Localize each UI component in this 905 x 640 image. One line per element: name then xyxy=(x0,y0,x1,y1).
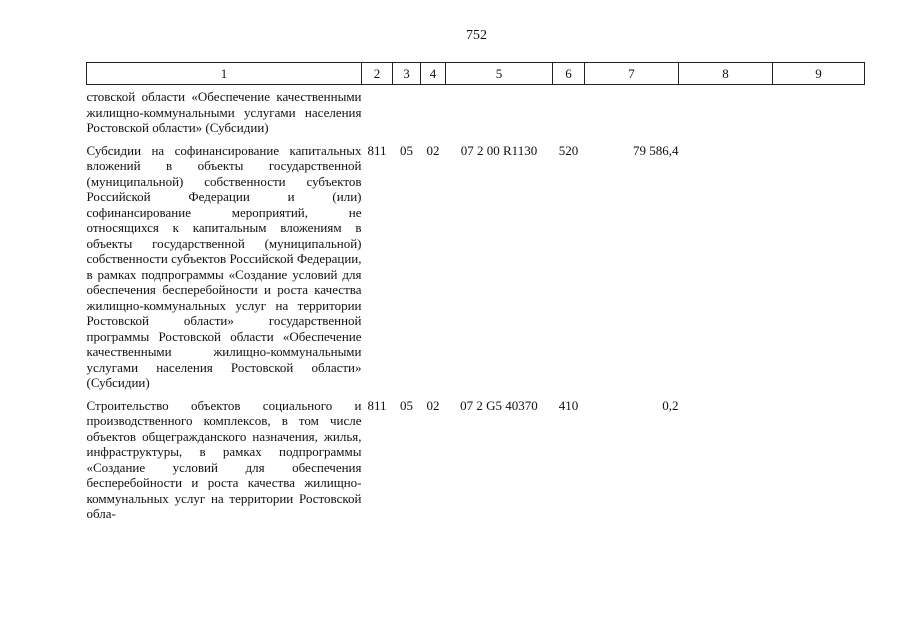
row-description: стовской области «Обеспечение качественными жилищно-коммунальными услугами населения Ростовской области» (Субсидии) xyxy=(86,89,362,135)
row-section-code: 05 xyxy=(400,142,413,158)
row-subsection-code xyxy=(421,85,446,136)
table-row xyxy=(87,136,865,391)
col-header-7: 7 xyxy=(585,63,679,85)
col-header-6: 6 xyxy=(553,63,585,85)
row-amount-3 xyxy=(773,85,865,136)
row-expense-type: 520 xyxy=(558,142,579,158)
row-description: Субсидии на софинансирование капитальных вложений в объекты государственной (муниципальной) собственности субъектов Российской Федерации и (или) софинансирование мероприятий, не относящихся к капитальным вложениям в объекты государственной (муниципальной) собственности субъектов Российской Федерации, в рамках подпрограммы «Создание условий для обеспечения бесперебойности и роста качества жилищно-коммунальных услуг на территории Ростовской области» государственной программы Ростовской области «Обеспечение качественными жилищно-коммунальными услугами населения Ростовской области» (Субсидии) xyxy=(86,142,362,390)
col-header-2: 2 xyxy=(362,63,393,85)
budget-table xyxy=(86,62,865,522)
row-section-code: 05 xyxy=(400,397,413,413)
table-row xyxy=(87,85,865,136)
col-header-1: 1 xyxy=(87,63,362,85)
row-expense-type: 410 xyxy=(558,397,579,413)
row-section-code xyxy=(393,85,421,136)
col-header-4: 4 xyxy=(421,63,446,85)
row-amount-2 xyxy=(679,391,773,522)
row-ministry-code: 811 xyxy=(367,397,387,413)
page-number: 752 xyxy=(466,28,487,43)
col-header-5: 5 xyxy=(446,63,553,85)
row-subsection-code: 02 xyxy=(426,142,440,158)
row-amount-1 xyxy=(585,85,679,136)
row-amount-2 xyxy=(679,85,773,136)
row-target-code: 07 2 00 R1130 xyxy=(460,142,538,158)
table-row xyxy=(87,391,865,522)
row-expense-type xyxy=(553,85,585,136)
row-description: Строительство объектов социального и производственного комплексов, в том числе объектов общегражданского назначения, жилья, инфраструктуры, в рамках подпрограммы «Создание условий для обеспечения бесперебойности и роста качества жилищно-коммунальных услуг на территории Ростовской обла- xyxy=(86,397,362,521)
row-amount-2 xyxy=(679,136,773,391)
row-subsection-code: 02 xyxy=(426,397,440,413)
header-row xyxy=(87,63,865,85)
row-amount-3 xyxy=(773,391,865,522)
col-header-9: 9 xyxy=(773,63,865,85)
row-target-code xyxy=(446,85,553,136)
col-header-8: 8 xyxy=(679,63,773,85)
row-ministry-code xyxy=(362,85,393,136)
row-target-code: 07 2 G5 40370 xyxy=(460,397,538,413)
row-amount-3 xyxy=(773,136,865,391)
col-header-3: 3 xyxy=(393,63,421,85)
row-amount-1: 0,2 xyxy=(662,397,679,413)
row-amount-1: 79 586,4 xyxy=(633,142,679,158)
row-ministry-code: 811 xyxy=(367,142,387,158)
